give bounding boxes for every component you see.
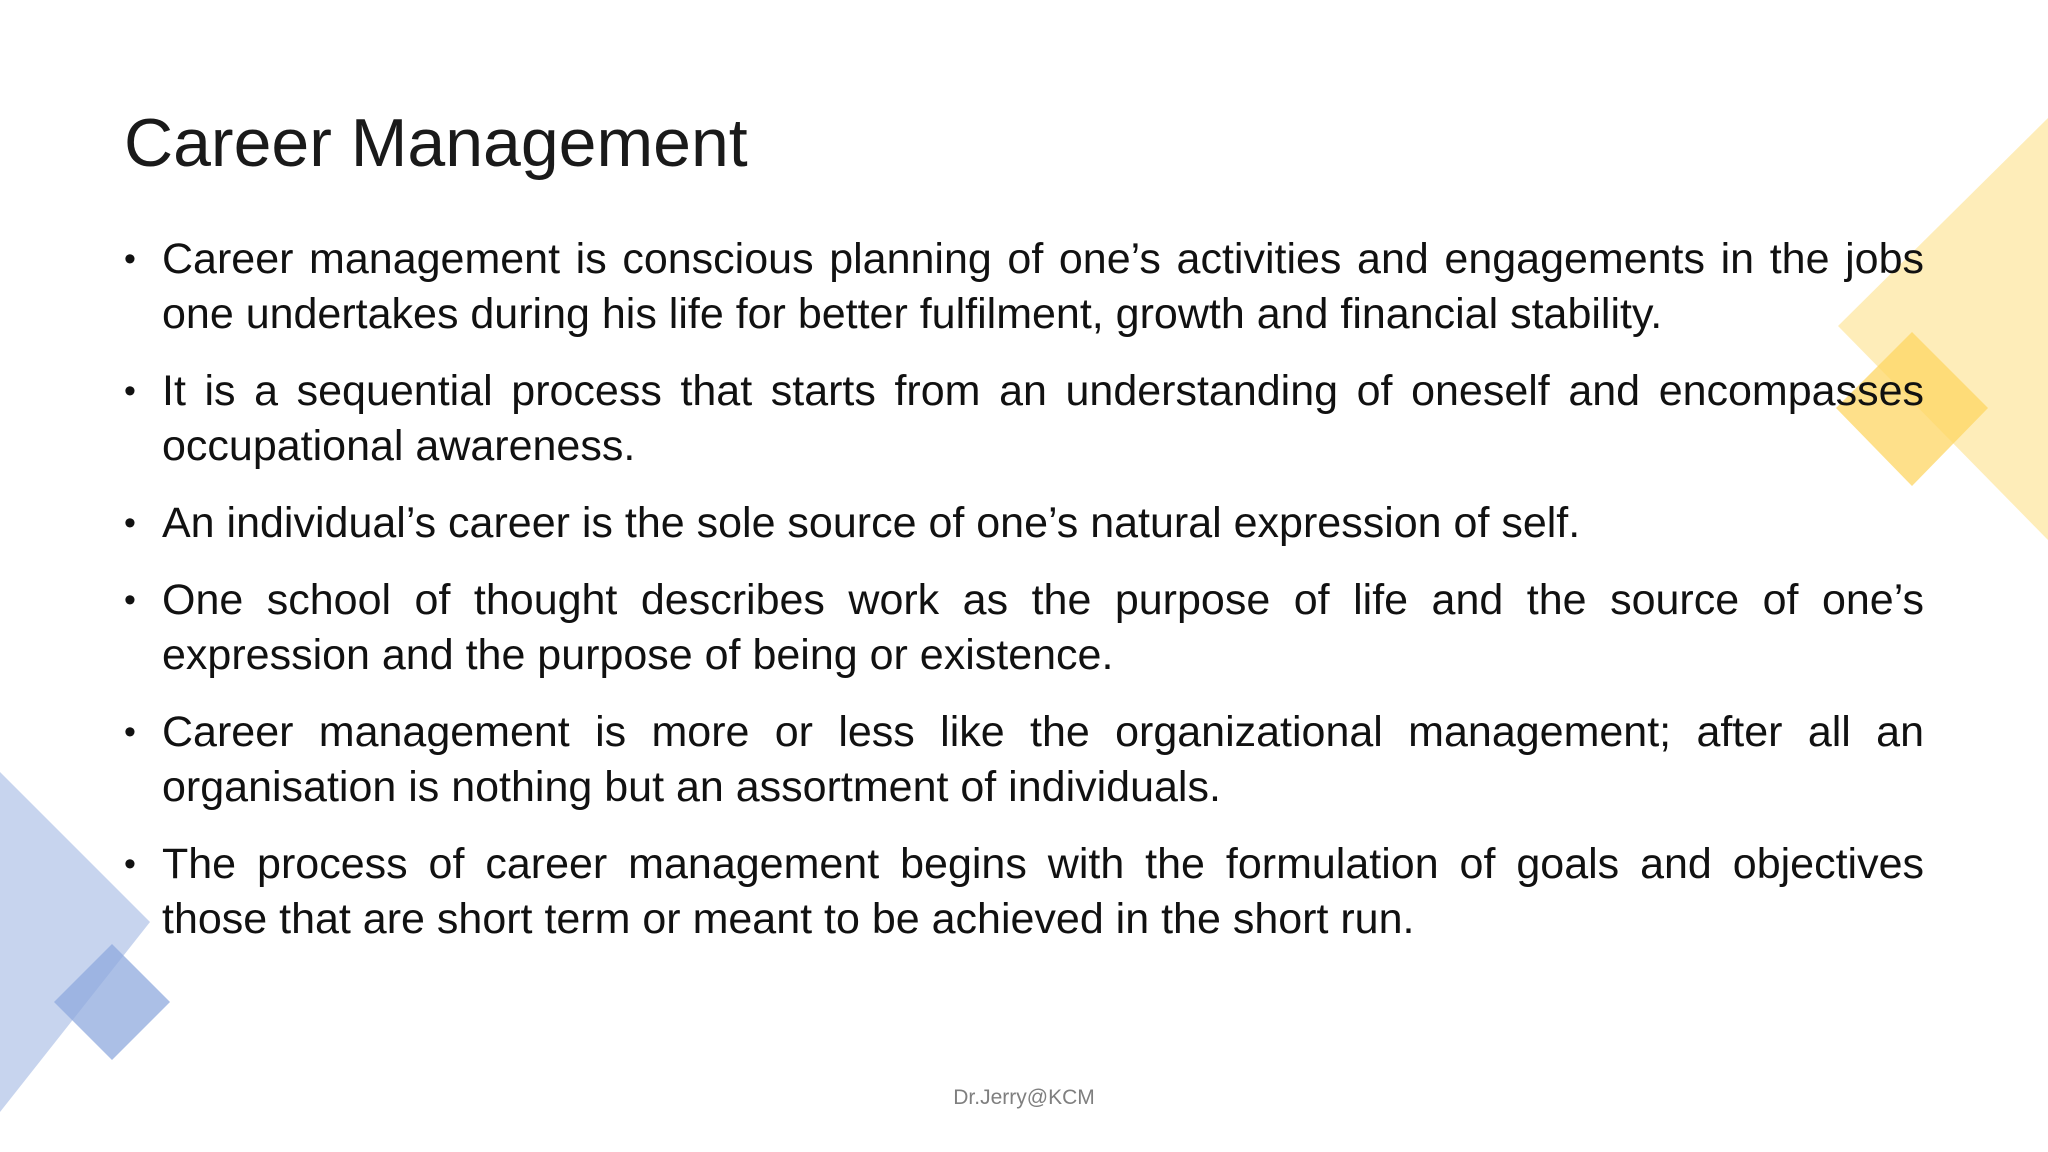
slide-footer: Dr.Jerry@KCM — [953, 1086, 1095, 1109]
bullet-icon: • — [124, 240, 136, 278]
bullet-item — [124, 496, 1924, 551]
bullet-text: The process of career management begins with the formulation of goals and objectives those that are short term or meant to be achieved in the short run. — [162, 840, 1924, 943]
bullet-item — [124, 705, 1924, 815]
bullet-text: Career management is more or less like the organizational management; after all an organisation is nothing but an assortment of individuals. — [162, 708, 1924, 811]
bullet-icon: • — [124, 845, 136, 883]
slide-title: Career Management — [124, 105, 748, 181]
bullet-item — [124, 232, 1924, 342]
bullet-text: Career management is conscious planning of one’s activities and engagements in the jobs one undertakes during his life for better fulfilment, growth and financial stability. — [162, 235, 1924, 338]
bullet-item — [124, 837, 1924, 947]
bullet-icon: • — [124, 581, 136, 619]
bullet-icon: • — [124, 713, 136, 751]
bullet-item — [124, 364, 1924, 474]
bullet-icon: • — [124, 504, 136, 542]
bullet-list — [124, 232, 1924, 969]
bullet-item — [124, 573, 1924, 683]
bullet-text: It is a sequential process that starts from an understanding of oneself and encompasses occupational awareness. — [162, 367, 1924, 470]
bullet-icon: • — [124, 372, 136, 410]
bullet-text: An individual’s career is the sole source of one’s natural expression of self. — [162, 499, 1581, 547]
bullet-text: One school of thought describes work as the purpose of life and the source of one’s expression and the purpose of being or existence. — [162, 576, 1924, 679]
